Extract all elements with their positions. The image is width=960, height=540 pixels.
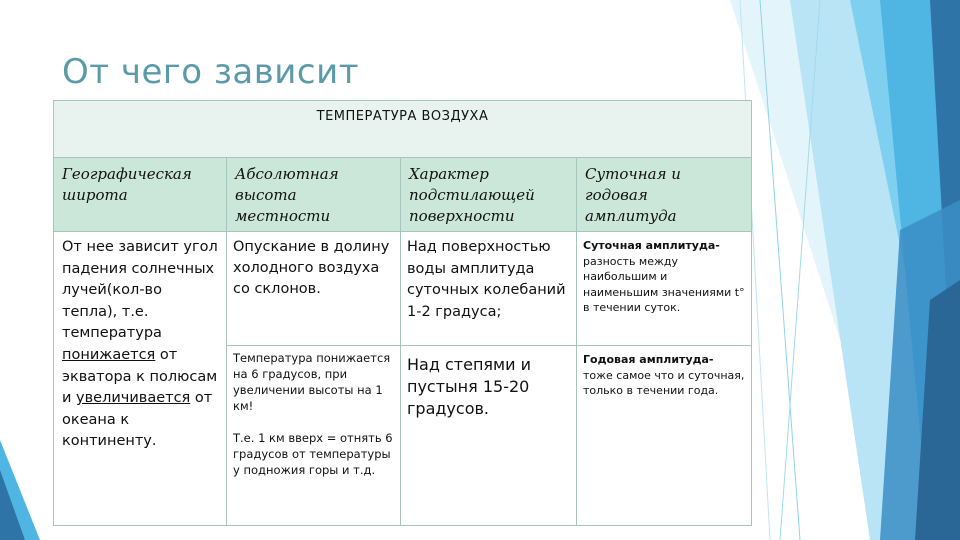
altitude-bottom-text-1: Температура понижается на 6 градусов, при увеличении высоты на 1 км!	[233, 351, 391, 413]
surface-bottom-cell	[401, 346, 577, 526]
column-header-cell	[401, 158, 577, 232]
latitude-underline-increases: увеличивается	[76, 390, 191, 407]
temperature-table	[53, 100, 752, 526]
slide-title: От чего зависит	[62, 52, 359, 92]
latitude-text	[54, 232, 226, 458]
column-header-surface: Характер подстилающей поверхности	[409, 165, 535, 225]
amplitude-daily-text	[577, 232, 751, 322]
amplitude-yearly-term: Годовая амплитуда-	[583, 353, 714, 366]
column-header-row	[54, 158, 752, 232]
surface-top-text: Над поверхностью воды амплитуда суточных колебаний 1-2 градуса;	[407, 239, 566, 320]
altitude-top-cell	[227, 232, 401, 346]
column-header-cell	[227, 158, 401, 232]
amplitude-daily-term: Суточная амплитуда-	[583, 239, 720, 252]
amplitude-yearly-definition: тоже самое что и суточная, только в течении года.	[583, 368, 745, 398]
amplitude-yearly-text	[577, 346, 751, 405]
amplitude-daily-cell	[577, 232, 752, 346]
altitude-bottom-cell	[227, 346, 401, 526]
column-header-cell	[577, 158, 752, 232]
column-header-cell	[54, 158, 227, 232]
altitude-bottom-text-2: Т.е. 1 км вверх = отнять 6 градусов от температуры у подножия горы и т.д.	[233, 431, 393, 477]
surface-top-cell	[401, 232, 577, 346]
latitude-cell	[54, 232, 227, 526]
amplitude-yearly-cell	[577, 346, 752, 526]
table-header-cell	[54, 101, 752, 158]
altitude-top-text: Опускание в долину холодного воздуха со склонов.	[233, 239, 390, 297]
latitude-text-part3: от океана к континенту.	[62, 390, 213, 450]
column-header-altitude: Абсолютная высота местности	[235, 165, 339, 225]
column-header-amplitude: Суточная и годовая амплитуда	[585, 165, 681, 225]
table-row	[54, 232, 752, 346]
latitude-text-part2: от экватора к полюсам и	[62, 346, 218, 407]
latitude-text-part1: От нее зависит угол падения солнечных лучей(кол-во тепла), т.е. температура	[62, 239, 218, 342]
amplitude-daily-definition: разность между наибольшим и наименьшим значениями t° в течении суток.	[583, 254, 745, 315]
table-header-row	[54, 101, 752, 158]
table-header-text: ТЕМПЕРАТУРА ВОЗДУХА	[316, 109, 489, 124]
surface-bottom-text: Над степями и пустыня 15-20 градусов.	[407, 355, 531, 418]
column-header-latitude: Географическая широта	[62, 165, 192, 204]
latitude-underline-decreases: понижается	[62, 346, 156, 363]
